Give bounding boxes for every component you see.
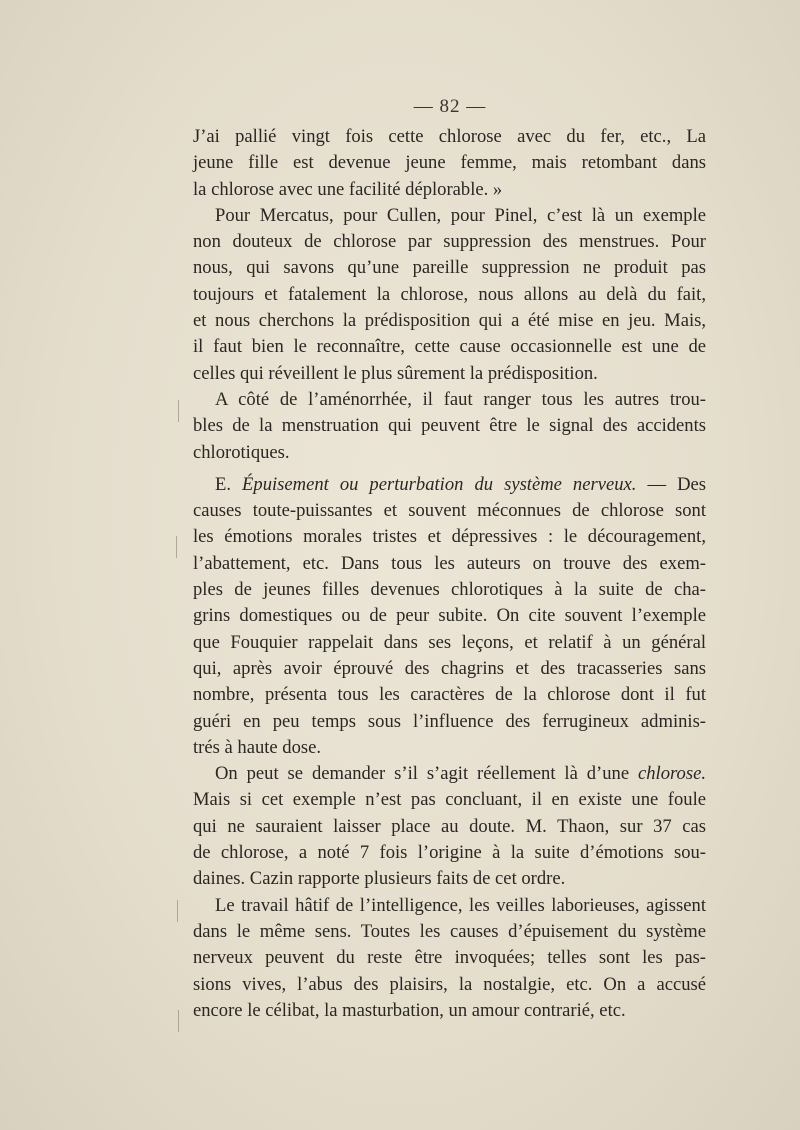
text-line: il faut bien le reconnaître, cette cause occasionnelle est une de bbox=[193, 336, 706, 358]
text-line: guéri en peu temps sous l’influence des ferrugineux adminis- bbox=[193, 710, 706, 732]
text-span: On peut se demander s’il s’agit réellement là d’une bbox=[215, 763, 630, 785]
italic-term: chlorose. bbox=[638, 763, 706, 785]
text-line: nous, qui savons qu’une pareille suppression ne produit pas bbox=[193, 257, 706, 279]
text-line: jeune fille est devenue jeune femme, mais retombant dans bbox=[193, 152, 706, 174]
text-line: la chlorose avec une facilité déplorable. » bbox=[193, 178, 503, 200]
section-paragraph bbox=[193, 472, 706, 761]
text-line: toujours et fatalement la chlorose, nous allons au delà du fait, bbox=[193, 283, 706, 305]
page-number: — 82 — bbox=[413, 96, 487, 117]
text-line: trés à haute dose. bbox=[193, 736, 322, 758]
text-line: qui ne sauraient laisser place au doute. M. Thaon, sur 37 cas bbox=[193, 815, 706, 837]
section-label: E. bbox=[215, 473, 232, 495]
text-line: non douteux de chlorose par suppression des menstrues. Pour bbox=[193, 231, 706, 253]
paragraph bbox=[193, 893, 706, 1024]
text-line bbox=[193, 761, 706, 787]
text-line: ples de jeunes filles devenues chlorotiques à la suite de cha- bbox=[193, 579, 706, 601]
body-text bbox=[193, 124, 706, 1024]
margin-mark bbox=[176, 536, 177, 558]
margin-mark bbox=[177, 900, 178, 922]
section-heading-line bbox=[193, 472, 706, 498]
text-line: Le travail hâtif de l’intelligence, les veilles laborieuses, agissent bbox=[215, 894, 706, 916]
text-line: bles de la menstruation qui peuvent être le signal des accidents bbox=[193, 415, 706, 437]
text-line: chlorotiques. bbox=[193, 441, 290, 463]
section-title: Épuisement ou perturbation du système nerveux. bbox=[242, 473, 637, 495]
margin-mark bbox=[178, 400, 179, 422]
text-line: Pour Mercatus, pour Cullen, pour Pinel, c’est là un exemple bbox=[215, 204, 706, 226]
text-line: A côté de l’aménorrhée, il faut ranger tous les autres trou- bbox=[215, 388, 706, 410]
paragraph bbox=[193, 124, 706, 203]
text-line: Mais si cet exemple n’est pas concluant, il en existe une foule bbox=[193, 789, 706, 811]
text-line: l’abattement, etc. Dans tous les auteurs on trouve des exem- bbox=[193, 552, 706, 574]
text-line: les émotions morales tristes et dépressives : le découragement, bbox=[193, 526, 706, 548]
text-line: nerveux peuvent du reste être invoquées; telles sont les pas- bbox=[193, 947, 706, 969]
text-line: encore le célibat, la masturbation, un amour contrarié, etc. bbox=[193, 999, 626, 1021]
text-line: de chlorose, a noté 7 fois l’origine à la suite d’émotions sou- bbox=[193, 842, 706, 864]
text-line: grins domestiques ou de peur subite. On cite souvent l’exemple bbox=[193, 605, 706, 627]
text-line: nombre, présenta tous les caractères de la chlorose dont il fut bbox=[193, 684, 706, 706]
text-line: causes toute-puissantes et souvent méconnues de chlorose sont bbox=[193, 500, 706, 522]
section-heading-rest: — Des bbox=[647, 473, 706, 495]
text-line: J’ai pallié vingt fois cette chlorose avec du fer, etc., La bbox=[193, 126, 706, 147]
text-line: qui, après avoir éprouvé des chagrins et des tracasseries sans bbox=[193, 657, 706, 679]
text-line: que Fouquier rappelait dans ses leçons, et relatif à un général bbox=[193, 631, 706, 653]
text-line: dans le même sens. Toutes les causes d’épuisement du système bbox=[193, 920, 706, 942]
text-line: sions vives, l’abus des plaisirs, la nostalgie, etc. On a accusé bbox=[193, 973, 706, 995]
paragraph bbox=[193, 203, 706, 387]
paragraph bbox=[193, 387, 706, 466]
text-line: celles qui réveillent le plus sûrement la prédisposition. bbox=[193, 362, 598, 384]
text-line: daines. Cazin rapporte plusieurs faits de cet ordre. bbox=[193, 868, 566, 890]
paragraph bbox=[193, 761, 706, 892]
text-line: et nous cherchons la prédisposition qui a été mise en jeu. Mais, bbox=[193, 310, 706, 332]
margin-mark bbox=[178, 1010, 179, 1032]
